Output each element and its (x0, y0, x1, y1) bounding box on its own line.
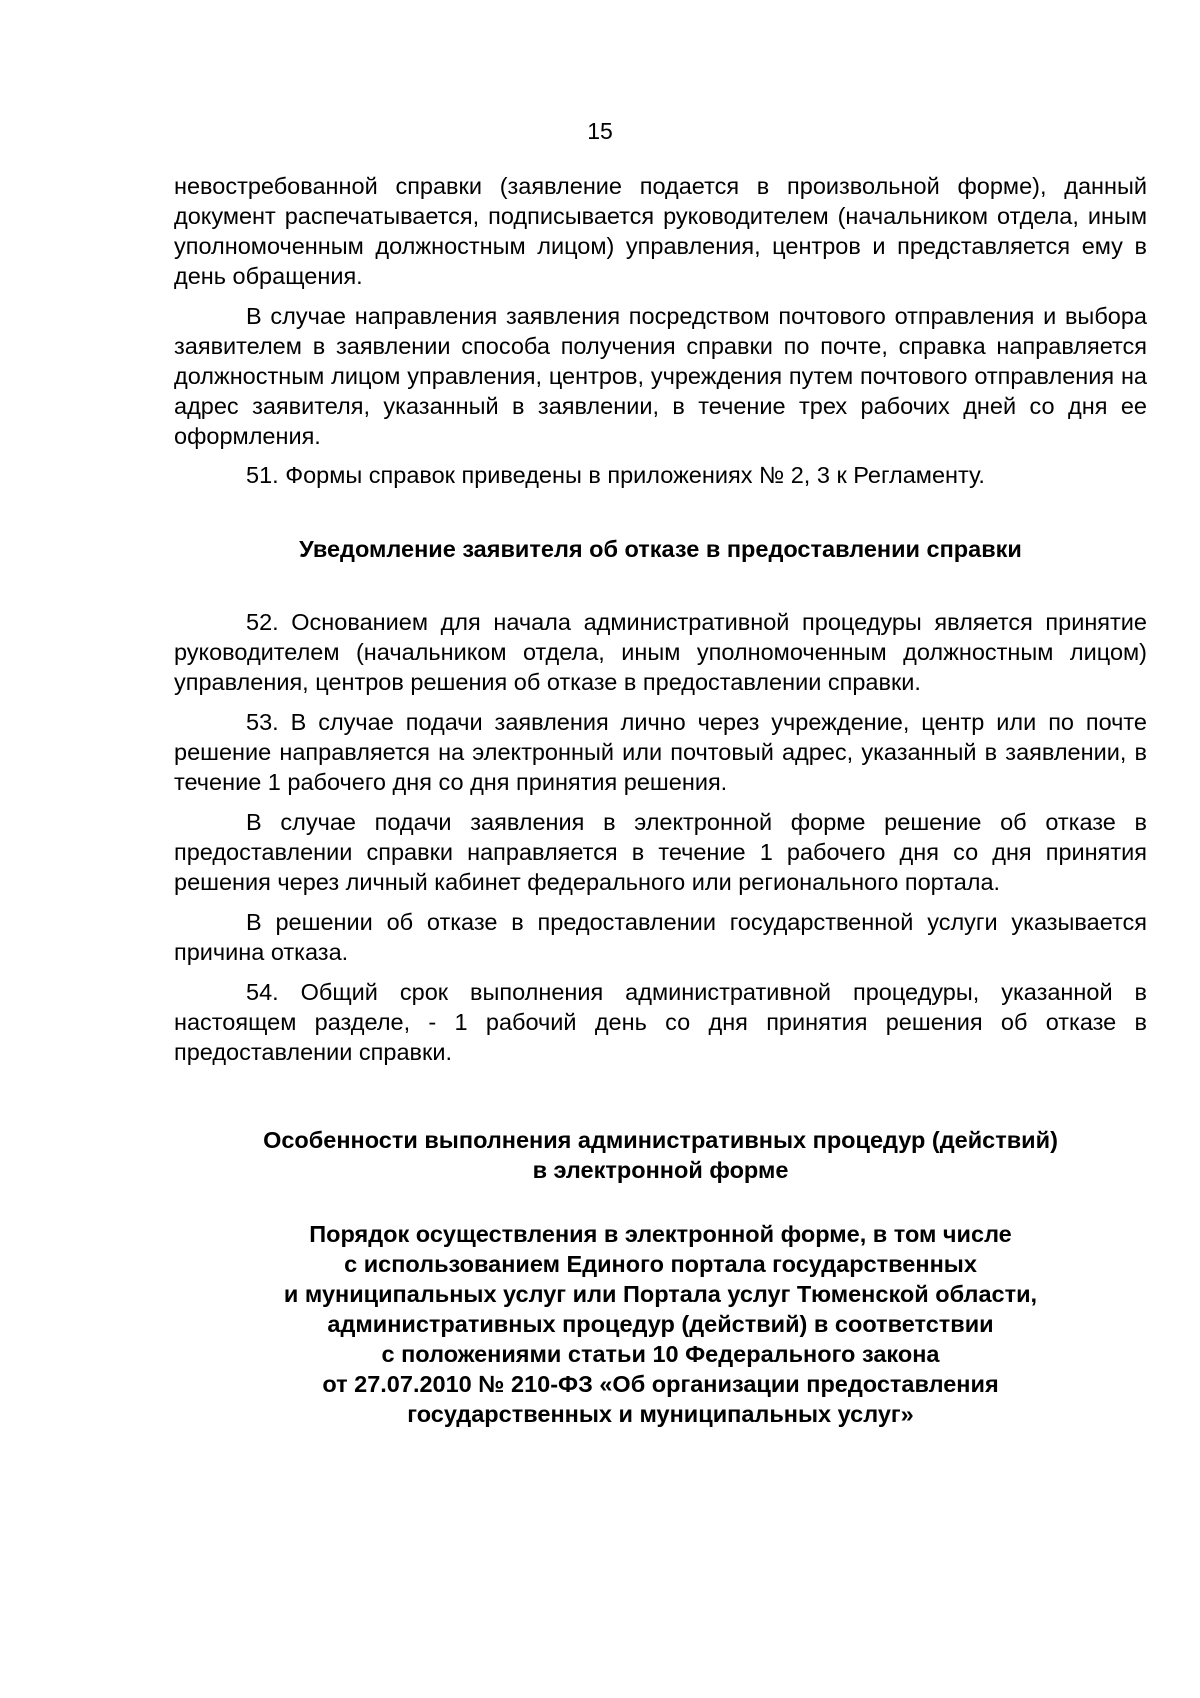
paragraph-51: 51. Формы справок приведены в приложениях № 2, 3 к Регламенту. (246, 462, 985, 488)
paragraph-refusal-reason: В решении об отказе в предоставлении государственной услуги указывается причина отказа. (174, 909, 1147, 965)
paragraph-54: 54. Общий срок выполнения административной процедуры, указанной в настоящем разделе, - 1 рабочий день со дня принятия решения об отказе в предоставлении справки. (174, 979, 1147, 1065)
heading-line: с использованием Единого портала государственных (344, 1251, 977, 1277)
paragraph-electronic-submission: В случае подачи заявления в электронной форме решение об отказе в предоставлении справки направляется в течение 1 рабочего дня со дня принятия решения через личный кабинет федерального или регионального портала. (174, 809, 1147, 895)
heading-line: Особенности выполнения административных процедур (действий) (263, 1127, 1058, 1153)
heading-line: с положениями статьи 10 Федерального закона (381, 1341, 940, 1367)
paragraph-postal-delivery: В случае направления заявления посредством почтового отправления и выбора заявителем в заявлении способа получения справки по почте, справка направляется должностным лицом управления, центров, учреждения путем почтового отправления на адрес заявителя, указанный в заявлении, в течение трех рабочих дней со дня ее оформления. (174, 303, 1147, 449)
heading-line: административных процедур (действий) в соответствии (327, 1311, 994, 1337)
heading-line: от 27.07.2010 № 210-ФЗ «Об организации предоставления (322, 1371, 999, 1397)
page-number: 15 (587, 118, 613, 144)
section-heading-electronic (174, 1125, 1147, 1185)
heading-line: Порядок осуществления в электронной форме, в том числе (309, 1221, 1012, 1247)
paragraph-continuation: невостребованной справки (заявление подается в произвольной форме), данный документ распечатывается, подписывается руководителем (начальником отдела, иным уполномоченным должностным лицом) управления, центров и представляется ему в день обращения. (174, 173, 1147, 289)
paragraph-53: 53. В случае подачи заявления лично через учреждение, центр или по почте решение направляется на электронный или почтовый адрес, указанный в заявлении, в течение 1 рабочего дня со дня принятия решения. (174, 709, 1147, 795)
paragraph-52: 52. Основанием для начала административной процедуры является принятие руководителем (начальником отдела, иным уполномоченным должностным лицом) управления, центров решения об отказе в предоставлении справки. (174, 609, 1147, 695)
section-heading-procedure (174, 1219, 1147, 1429)
heading-line: в электронной форме (532, 1157, 789, 1183)
heading-line: государственных и муниципальных услуг» (407, 1401, 914, 1427)
section-heading-refusal: Уведомление заявителя об отказе в предоставлении справки (299, 536, 1022, 562)
document-body (174, 171, 1147, 1429)
heading-line: и муниципальных услуг или Портала услуг Тюменской области, (283, 1281, 1038, 1307)
